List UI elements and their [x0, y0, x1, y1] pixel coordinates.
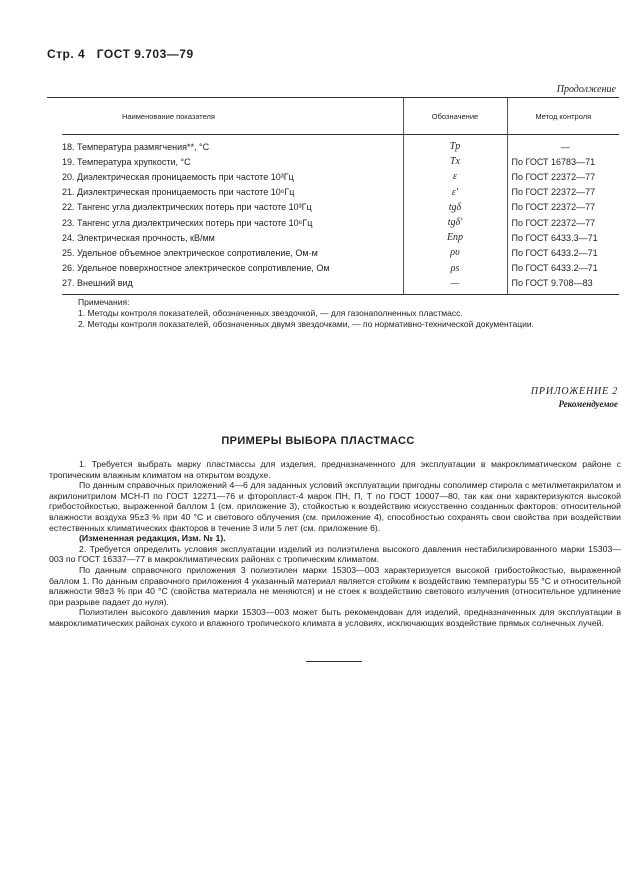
- amendment-note: (Измененная редакция, Изм. № 1).: [79, 533, 226, 544]
- row-symbol: Tx: [403, 154, 507, 169]
- row-name: 23. Тангенс угла диэлектрических потерь при частоте 10⁶Гц: [62, 217, 313, 228]
- row-name: 26. Удельное поверхностное электрическое сопротивление, Ом: [62, 263, 330, 274]
- section-body: [49, 459, 621, 629]
- appendix-label: ПРИЛОЖЕНИЕ 2: [530, 386, 618, 397]
- paragraph: 1. Требуется выбрать марку пластмассы для изделия, предназначенного для эксплуатации в макроклиматическом районе с тропическим влажным климатом на открытом воздухе.: [49, 459, 621, 480]
- table-row: [62, 276, 619, 295]
- row-method: По ГОСТ 22372—77: [507, 169, 619, 184]
- table-notes: [78, 297, 534, 330]
- table-row: [62, 215, 619, 230]
- end-rule: [306, 661, 362, 662]
- section-title: ПРИМЕРЫ ВЫБОРА ПЛАСТМАСС: [221, 435, 415, 447]
- row-symbol: ε: [403, 169, 507, 184]
- note-item: 1. Методы контроля показателей, обозначенных звездочкой, — для газонаполненных пластмасс.: [78, 308, 463, 318]
- paragraph: По данным справочного приложения 3 полиэтилен марки 15303—003 характеризуется высокой грибостойкостью, выраженной баллом 1. По данным справочного приложения 4 указанный материал является стойким к воздействию температуры 55 °С и относительной влажности 98±3 % при 40 °С (свойства материала не меняются) и не стоек к воздействию светового излучения (относительное удлинение при разрыве падает до нуля).: [49, 564, 621, 607]
- row-name: 24. Электрическая прочность, кВ/мм: [62, 232, 215, 243]
- table-header-row: [62, 98, 619, 135]
- row-symbol: ρs: [403, 261, 507, 276]
- col-header-method: Метод контроля: [507, 98, 619, 135]
- properties-table: [62, 98, 619, 295]
- notes-title: Примечания:: [78, 297, 130, 307]
- row-method: По ГОСТ 22372—77: [507, 215, 619, 230]
- row-name: 25. Удельное объемное электрическое сопротивление, Ом·м: [62, 247, 318, 258]
- row-symbol: Tр: [403, 135, 507, 155]
- row-method: По ГОСТ 22372—77: [507, 185, 619, 200]
- table-row: [62, 230, 619, 245]
- continuation-label: Продолжение: [556, 84, 616, 95]
- row-name: 20. Диэлектрическая проницаемость при частоте 10³Гц: [62, 171, 294, 182]
- note-item: 2. Методы контроля показателей, обозначенных двумя звездочками, — по нормативно-технической документации.: [78, 319, 534, 329]
- row-method: По ГОСТ 6433.3—71: [507, 230, 619, 245]
- row-name: 27. Внешний вид: [62, 276, 403, 295]
- paragraph: 2. Требуется определить условия эксплуатации изделий из полиэтилена высокого давления нестабилизированного марки 15303—003 по ГОСТ 16337—77 в макроклиматических районах с тропическим климатом.: [49, 543, 621, 565]
- row-symbol: —: [403, 276, 507, 295]
- row-name: 19. Температура хрупкости, °С: [62, 156, 191, 167]
- table-row: [62, 245, 619, 260]
- row-method: По ГОСТ 22372—77: [507, 200, 619, 215]
- paragraph: Полиэтилен высокого давления марки 15303—003 может быть рекомендован для изделий, предназначенных для эксплуатации в макроклиматических районах сухого и влажного тропического климата в условиях, исключающих воздействие прямых солнечных лучей.: [49, 607, 621, 628]
- table-row: [62, 185, 619, 200]
- appendix-status: Рекомендуемое: [558, 399, 618, 409]
- table-row: [62, 154, 619, 169]
- row-name: 22. Тангенс угла диэлектрических потерь при частоте 10³Гц: [62, 202, 312, 213]
- row-symbol: ρυ: [403, 245, 507, 260]
- row-method: —: [507, 135, 619, 155]
- appendix-heading: [531, 385, 618, 411]
- row-symbol: Eпр: [403, 230, 507, 245]
- table-row: [62, 261, 619, 276]
- page-header: [47, 47, 194, 61]
- row-method: По ГОСТ 6433.2—71: [507, 261, 619, 276]
- col-header-symbol: Обозначение: [403, 98, 507, 135]
- row-name: 18. Температура размягчения**, °С: [62, 141, 210, 152]
- standard-code: ГОСТ 9.703—79: [96, 47, 194, 61]
- paragraph: По данным справочных приложений 4—6 для заданных условий эксплуатации пригодны сополимер стирола с метилметакрилатом и акрилонитрилом МСН-П по ГОСТ 12271—76 и фторопласт-4 марок ПН, П, Т по ГОСТ 10007—80, так как они характеризуются высокой грибостойкостью, выраженной баллом 1 (см. приложение 3), стойкостью к воздействию искусственно созданных факторов: относительной влажности воздуха 95±3 % при 40 °С и светового облучения (см. приложение 4), способностью сохранять свои свойства при воздействии естественных климатических факторов в течение 3 или 5 лет (см. приложение 6).: [49, 480, 621, 533]
- table-row: [62, 200, 619, 215]
- row-method: По ГОСТ 16783—71: [507, 154, 619, 169]
- table-row: [62, 135, 619, 155]
- row-symbol: ε′: [403, 185, 507, 200]
- row-symbol: tgδ: [403, 200, 507, 215]
- col-header-name: Наименование показателя: [122, 111, 215, 121]
- row-symbol: tgδ′: [403, 215, 507, 230]
- row-method: По ГОСТ 9.708—83: [507, 276, 619, 295]
- table-row: [62, 169, 619, 184]
- row-method: По ГОСТ 6433.2—71: [507, 245, 619, 260]
- page-number: Стр. 4: [47, 47, 86, 61]
- row-name: 21. Диэлектрическая проницаемость при частоте 10⁶Гц: [62, 187, 295, 198]
